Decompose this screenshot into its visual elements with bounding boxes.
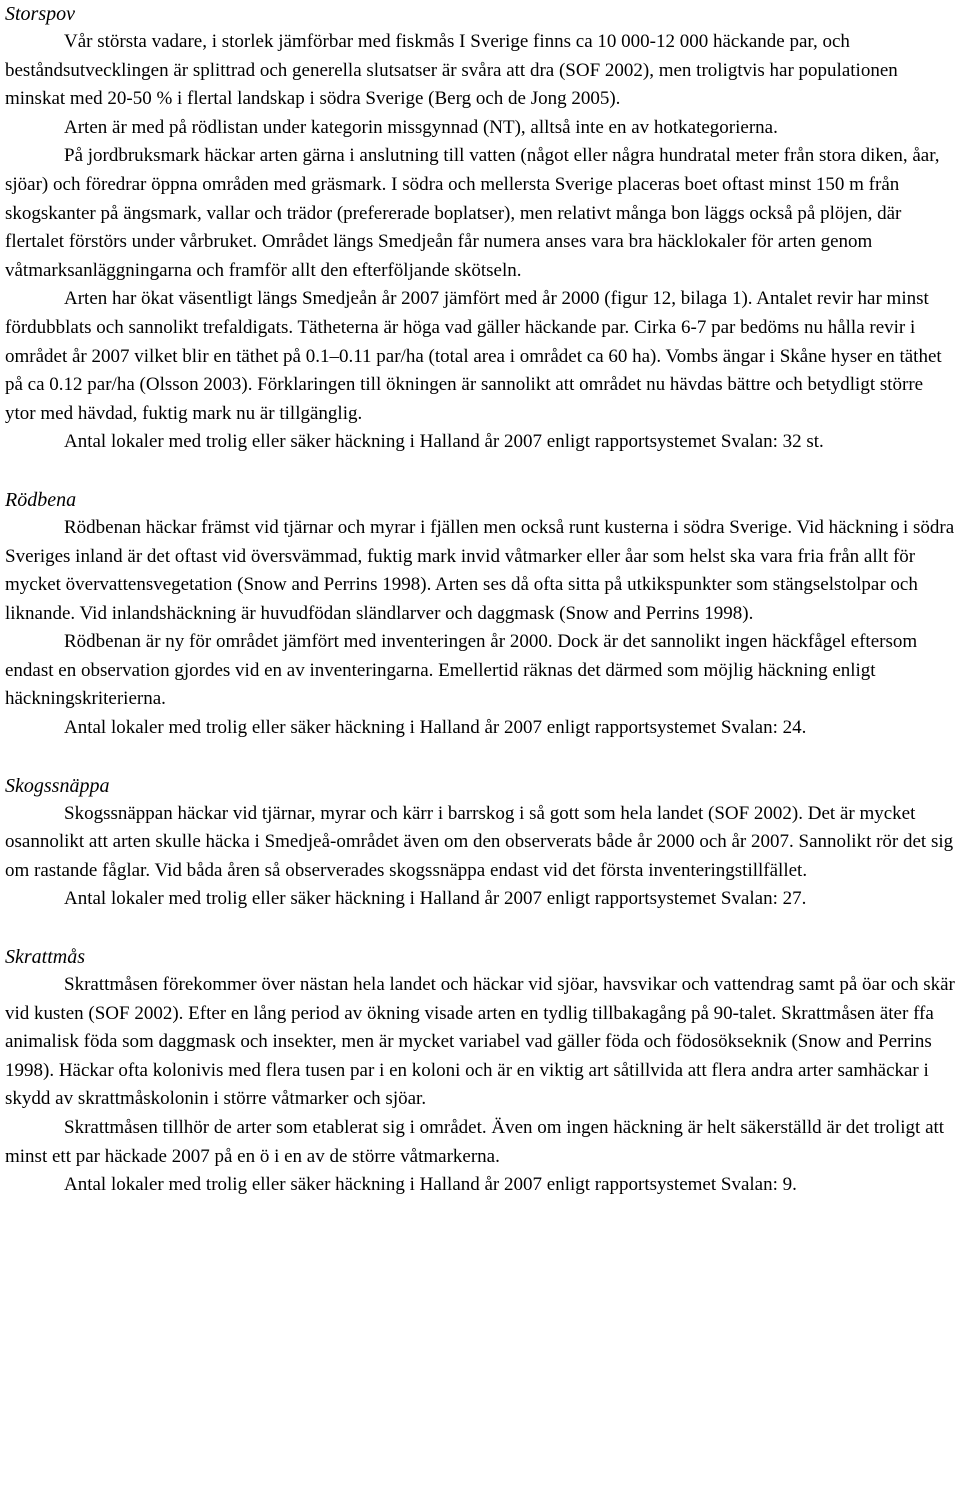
paragraph: Rödbenan är ny för området jämfört med inventeringen år 2000. Dock är det sannolikt ingen häckfågel eftersom endast en observation gjordes vid en av inventeringarna. Emellertid räknas det därmed som möjlig häckning enligt häckningskriterierna. xyxy=(5,631,918,710)
section-heading: Storspov xyxy=(5,3,75,25)
paragraph: På jordbruksmark häckar arten gärna i anslutning till vatten (något eller några hundratal meter från stora diken, åar, sjöar) och föredrar öppna områden med gräsmark. I södra och mellersta Sverige placeras boet oftast minst 150 m från skogskanter på ängsmark, vallar och trädor (prefererade boplatser), men relativt många bon läggs också på plöjen, där flertalet förstörs under vårbruket. Området längs Smedjeån får numera anses vara bra häcklokaler för arten genom våtmarksanläggningarna och framför allt den efterföljande skötseln. xyxy=(5,145,940,281)
section-heading: Skogssnäppa xyxy=(5,774,110,797)
section-spacer xyxy=(5,743,957,772)
paragraph: Antal lokaler med trolig eller säker häckning i Halland år 2007 enligt rapportsystemet Svalan: 27. xyxy=(64,888,807,910)
document-page xyxy=(5,0,957,1200)
paragraph: Skrattmåsen förekommer över nästan hela landet och häckar vid sjöar, havsvikar och vattendrag samt på öar och skär vid kusten (SOF 2002). Efter en lång period av ökning visade arten en tydlig tillbakagång på 90-talet. Skrattmåsen äter ffa animalisk föda som daggmask och insekter, men är mycket variabel vad gäller föda och födosökseknik (Snow and Perrins 1998). Häckar ofta kolonivis med flera tusen par i en koloni och är en viktig art såtillvida att flera andra arter samhäckar i skydd av skrattmåskolonin i större våtmarker och sjöar. xyxy=(5,974,955,1110)
section-heading: Skrattmås xyxy=(5,946,85,969)
paragraph: Skogssnäppan häckar vid tjärnar, myrar och kärr i barrskog i så gott som hela landet (SOF 2002). Det är mycket osannolikt att arten skulle häcka i Smedjeå-området även om den observerats både år 2000 och år 2007. Sannolikt rör det sig om rastande fåglar. Vid båda åren så observerades skogssnäppa endast vid det första inventeringstillfället. xyxy=(5,802,954,881)
section-skogssnappa xyxy=(5,772,957,914)
paragraph: Vår största vadare, i storlek jämförbar med fiskmås I Sverige finns ca 10 000-12 000 häckande par, och beståndsutvecklingen är splittrad och generella slutsatser är svåra att dra (SOF 2002), men troligtvis har populationen minskat med 20-50 % i flertal landskap i södra Sverige (Berg och de Jong 2005). xyxy=(5,31,898,110)
paragraph: Antal lokaler med trolig eller säker häckning i Halland år 2007 enligt rapportsystemet Svalan: 9. xyxy=(64,1174,797,1196)
paragraph: Rödbenan häckar främst vid tjärnar och myrar i fjällen men också runt kusterna i södra Sverige. Vid häckning i södra Sveriges inland är det oftast vid översvämmad, fuktig mark invid våtmarker eller åar som helst ska vara fria från allt för mycket övervattensvegetation (Snow and Perrins 1998). Arten ses då ofta sitta på utkikspunkter som stängselstolpar och liknande. Vid inlandshäckning är huvudfödan sländlarver och daggmask (Snow and Perrins 1998). xyxy=(5,516,955,624)
section-spacer xyxy=(5,914,957,943)
section-storspov xyxy=(5,0,957,457)
paragraph: Arten är med på rödlistan under kategorin missgynnad (NT), alltså inte en av hotkategorierna. xyxy=(64,116,778,138)
paragraph: Arten har ökat väsentligt längs Smedjeån år 2007 jämfört med år 2000 (figur 12, bilaga 1). Antalet revir har minst fördubblats och sannolikt trefaldigats. Tätheterna är höga vad gäller häckande par. Cirka 6-7 par bedöms nu hålla revir i området år 2007 vilket blir en täthet på 0.1–0.11 par/ha (total area i området ca 60 ha). Vombs ängar i Skåne hyser en täthet på ca 0.12 par/ha (Olsson 2003). Förklaringen till ökningen är sannolikt att området nu hävdas bättre och betydligt större ytor med hävdad, fuktig mark nu är tillgänglig. xyxy=(5,288,942,424)
section-skrattmas xyxy=(5,943,957,1200)
section-heading: Rödbena xyxy=(5,488,77,511)
paragraph: Skrattmåsen tillhör de arter som etablerat sig i området. Även om ingen häckning är helt säkerställd är det troligt att minst ett par häckade 2007 på en ö i en av de större våtmarkerna. xyxy=(5,1117,945,1167)
paragraph: Antal lokaler med trolig eller säker häckning i Halland år 2007 enligt rapportsystemet Svalan: 24. xyxy=(64,717,807,739)
section-spacer xyxy=(5,457,957,486)
section-rodbena xyxy=(5,486,957,743)
paragraph: Antal lokaler med trolig eller säker häckning i Halland år 2007 enligt rapportsystemet Svalan: 32 st. xyxy=(64,431,824,453)
